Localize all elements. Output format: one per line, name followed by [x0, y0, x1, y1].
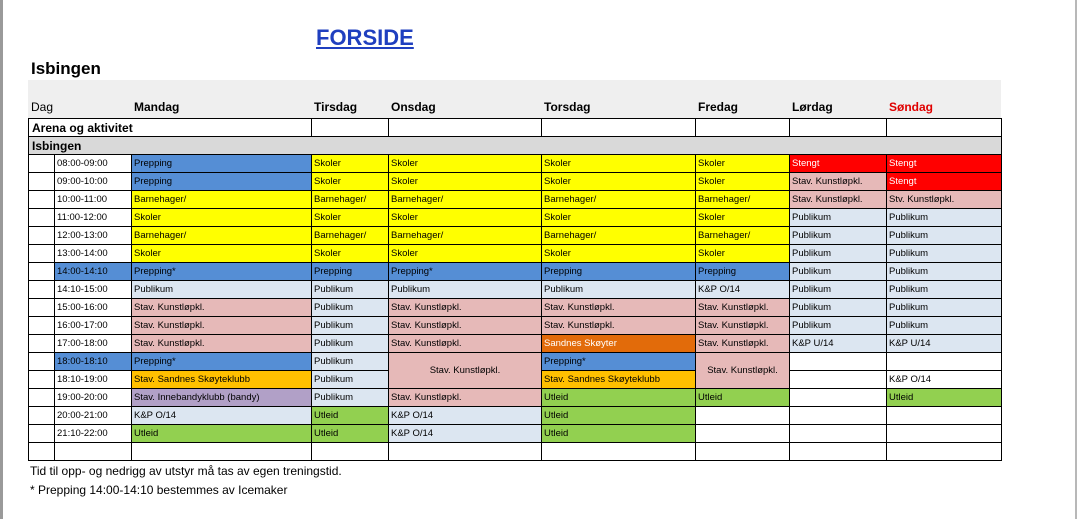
schedule-cell-friday: Stav. Kunstløpkl.	[696, 299, 790, 317]
schedule-cell-wednesday: Barnehager/	[389, 191, 542, 209]
schedule-cell-sunday: Publikum	[887, 299, 1002, 317]
schedule-cell-thursday: Utleid	[542, 407, 696, 425]
row-margin-cell	[29, 155, 55, 173]
schedule-cell-sunday: Publikum	[887, 281, 1002, 299]
schedule-cell-wednesday: Stav. Kunstløpkl.	[389, 335, 542, 353]
row-margin-cell	[29, 443, 55, 461]
row-margin-cell	[29, 173, 55, 191]
schedule-cell-sunday: Publikum	[887, 317, 1002, 335]
schedule-cell-friday: Barnehager/	[696, 227, 790, 245]
schedule-cell-friday: Stav. Kunstløpkl.	[696, 317, 790, 335]
note-prepping: * Prepping 14:00-14:10 bestemmes av Icemaker	[30, 483, 288, 497]
section-label: Isbingen	[29, 137, 1002, 155]
time-slot: 15:00-16:00	[55, 299, 132, 317]
schedule-cell-wednesday: Publikum	[389, 281, 542, 299]
schedule-cell-wednesday: Stav. Kunstløpkl.	[389, 317, 542, 335]
arena-empty-cell	[542, 119, 696, 137]
table-row	[29, 263, 1002, 281]
schedule-cell-thursday: Skoler	[542, 155, 696, 173]
schedule-cell-saturday	[790, 425, 887, 443]
day-header-sunday: Søndag	[889, 100, 933, 114]
schedule-cell-tuesday: Barnehager/	[312, 191, 389, 209]
row-margin-cell	[29, 335, 55, 353]
section-row	[29, 137, 1002, 155]
schedule-cell-friday: Skoler	[696, 209, 790, 227]
window-left-border	[0, 0, 3, 519]
schedule-cell-thursday: Utleid	[542, 389, 696, 407]
schedule-cell-saturday: Publikum	[790, 317, 887, 335]
time-slot: 09:00-10:00	[55, 173, 132, 191]
note-rigging: Tid til opp- og nedrigg av utstyr må tas av egen treningstid.	[30, 464, 342, 478]
schedule-cell-friday: Skoler	[696, 245, 790, 263]
table-row	[29, 281, 1002, 299]
schedule-cell-friday: Utleid	[696, 389, 790, 407]
facility-title: Isbingen	[31, 59, 101, 78]
schedule-cell-saturday: Publikum	[790, 299, 887, 317]
schedule-cell-thursday	[542, 443, 696, 461]
time-slot: 11:00-12:00	[55, 209, 132, 227]
schedule-cell-thursday: Prepping	[542, 263, 696, 281]
schedule-cell-tuesday: Utleid	[312, 407, 389, 425]
schedule-cell-sunday	[887, 443, 1002, 461]
arena-empty-cell	[790, 119, 887, 137]
schedule-cell-monday: K&P O/14	[132, 407, 312, 425]
arena-empty-cell	[389, 119, 542, 137]
schedule-cell-wednesday: K&P O/14	[389, 425, 542, 443]
schedule-cell-monday: Prepping*	[132, 263, 312, 281]
schedule-cell-tuesday: Publikum	[312, 317, 389, 335]
schedule-cell-wednesday: Barnehager/	[389, 227, 542, 245]
schedule-cell-tuesday: Utleid	[312, 425, 389, 443]
schedule-cell-tuesday: Publikum	[312, 281, 389, 299]
schedule-cell-wednesday: Skoler	[389, 245, 542, 263]
schedule-cell-saturday: K&P U/14	[790, 335, 887, 353]
schedule-cell-thursday: Prepping*	[542, 353, 696, 371]
row-margin-cell	[29, 245, 55, 263]
table-row	[29, 173, 1002, 191]
schedule-cell-tuesday: Skoler	[312, 209, 389, 227]
schedule-table	[28, 118, 1002, 461]
schedule-cell-monday: Skoler	[132, 209, 312, 227]
schedule-cell-wednesday: Stav. Kunstløpkl.	[389, 389, 542, 407]
schedule-cell-sunday	[887, 353, 1002, 371]
time-slot: 17:00-18:00	[55, 335, 132, 353]
time-slot: 13:00-14:00	[55, 245, 132, 263]
arena-label: Arena og aktivitet	[29, 119, 312, 137]
table-row	[29, 209, 1002, 227]
schedule-cell-monday: Stav. Kunstløpkl.	[132, 299, 312, 317]
schedule-cell-sunday	[887, 425, 1002, 443]
schedule-cell-monday: Stav. Kunstløpkl.	[132, 335, 312, 353]
schedule-cell-wednesday: Skoler	[389, 155, 542, 173]
table-row	[29, 299, 1002, 317]
time-slot: 18:10-19:00	[55, 371, 132, 389]
schedule-cell-monday: Prepping*	[132, 353, 312, 371]
time-slot: 08:00-09:00	[55, 155, 132, 173]
schedule-cell-tuesday: Publikum	[312, 335, 389, 353]
schedule-cell-sunday: K&P O/14	[887, 371, 1002, 389]
schedule-cell-wednesday: Stav. Kunstløpkl.	[389, 299, 542, 317]
row-margin-cell	[29, 281, 55, 299]
schedule-cell-saturday: Publikum	[790, 209, 887, 227]
schedule-cell-saturday	[790, 407, 887, 425]
day-label: Dag	[31, 100, 54, 114]
arena-empty-cell	[887, 119, 1002, 137]
table-row	[29, 443, 1002, 461]
schedule-cell-thursday: Sandnes Skøyter	[542, 335, 696, 353]
schedule-cell-wednesday: Prepping*	[389, 263, 542, 281]
schedule-cell-wednesday: Skoler	[389, 209, 542, 227]
schedule-cell-sunday: Stengt	[887, 155, 1002, 173]
time-slot: 10:00-11:00	[55, 191, 132, 209]
schedule-cell-thursday: Stav. Sandnes Skøyteklubb	[542, 371, 696, 389]
row-margin-cell	[29, 191, 55, 209]
row-margin-cell	[29, 209, 55, 227]
schedule-cell-saturday	[790, 443, 887, 461]
schedule-cell-friday	[696, 443, 790, 461]
row-margin-cell	[29, 317, 55, 335]
schedule-cell-monday	[132, 443, 312, 461]
schedule-cell-wednesday: K&P O/14	[389, 407, 542, 425]
day-header-thursday: Torsdag	[544, 100, 591, 114]
schedule-cell-saturday: Stav. Kunstløpkl.	[790, 173, 887, 191]
schedule-cell-sunday: Utleid	[887, 389, 1002, 407]
schedule-cell-friday	[696, 407, 790, 425]
schedule-cell-tuesday: Publikum	[312, 299, 389, 317]
day-header-saturday: Lørdag	[792, 100, 833, 114]
row-margin-cell	[29, 371, 55, 389]
schedule-cell-thursday: Stav. Kunstløpkl.	[542, 317, 696, 335]
forside-link[interactable]: FORSIDE	[316, 25, 414, 50]
schedule-cell-saturday: Publikum	[790, 245, 887, 263]
schedule-cell-friday: Prepping	[696, 263, 790, 281]
schedule-cell-thursday: Skoler	[542, 173, 696, 191]
schedule-cell-monday: Stav. Innebandyklubb (bandy)	[132, 389, 312, 407]
schedule-cell-friday: Stav. Kunstløpkl.	[696, 335, 790, 353]
schedule-cell-saturday	[790, 353, 887, 371]
schedule-cell-thursday: Skoler	[542, 245, 696, 263]
schedule-cell-thursday: Barnehager/	[542, 191, 696, 209]
schedule-cell-monday: Stav. Kunstløpkl.	[132, 317, 312, 335]
row-margin-cell	[29, 425, 55, 443]
schedule-cell-friday: K&P O/14	[696, 281, 790, 299]
schedule-cell-sunday: Stv. Kunstløpkl.	[887, 191, 1002, 209]
window-right-border	[1075, 0, 1077, 519]
row-margin-cell	[29, 227, 55, 245]
schedule-cell-saturday: Publikum	[790, 263, 887, 281]
table-row	[29, 425, 1002, 443]
schedule-cell-tuesday: Publikum	[312, 353, 389, 371]
row-margin-cell	[29, 263, 55, 281]
schedule-cell-wednesday	[389, 443, 542, 461]
schedule-cell-sunday: K&P U/14	[887, 335, 1002, 353]
table-row	[29, 407, 1002, 425]
schedule-cell-wednesday: Skoler	[389, 173, 542, 191]
schedule-cell-monday: Prepping	[132, 155, 312, 173]
time-slot: 19:00-20:00	[55, 389, 132, 407]
day-header-friday: Fredag	[698, 100, 739, 114]
schedule-cell-tuesday: Skoler	[312, 155, 389, 173]
table-row	[29, 335, 1002, 353]
time-slot	[55, 443, 132, 461]
time-slot: 20:00-21:00	[55, 407, 132, 425]
schedule-cell-monday: Stav. Sandnes Skøyteklubb	[132, 371, 312, 389]
schedule-cell-thursday: Skoler	[542, 209, 696, 227]
schedule-cell-tuesday: Publikum	[312, 371, 389, 389]
schedule-cell-tuesday: Publikum	[312, 389, 389, 407]
day-header-tuesday: Tirsdag	[314, 100, 358, 114]
table-row	[29, 155, 1002, 173]
schedule-cell-friday: Stav. Kunstløpkl.	[696, 353, 790, 389]
schedule-cell-thursday: Barnehager/	[542, 227, 696, 245]
schedule-cell-saturday	[790, 371, 887, 389]
schedule-cell-saturday	[790, 389, 887, 407]
schedule-cell-monday: Barnehager/	[132, 227, 312, 245]
schedule-cell-friday: Skoler	[696, 173, 790, 191]
schedule-cell-friday: Barnehager/	[696, 191, 790, 209]
schedule-cell-sunday: Publikum	[887, 209, 1002, 227]
time-slot: 14:00-14:10	[55, 263, 132, 281]
schedule-cell-friday	[696, 425, 790, 443]
table-row	[29, 353, 1002, 371]
time-slot: 21:10-22:00	[55, 425, 132, 443]
table-row	[29, 227, 1002, 245]
schedule-cell-monday: Barnehager/	[132, 191, 312, 209]
schedule-cell-thursday: Stav. Kunstløpkl.	[542, 299, 696, 317]
schedule-cell-tuesday: Barnehager/	[312, 227, 389, 245]
schedule-cell-monday: Prepping	[132, 173, 312, 191]
row-margin-cell	[29, 407, 55, 425]
schedule-cell-sunday: Stengt	[887, 173, 1002, 191]
arena-empty-cell	[312, 119, 389, 137]
table-row	[29, 245, 1002, 263]
schedule-cell-thursday: Publikum	[542, 281, 696, 299]
row-margin-cell	[29, 389, 55, 407]
schedule-cell-sunday: Publikum	[887, 263, 1002, 281]
schedule-cell-sunday	[887, 407, 1002, 425]
day-header-monday: Mandag	[134, 100, 180, 114]
time-slot: 16:00-17:00	[55, 317, 132, 335]
row-margin-cell	[29, 299, 55, 317]
arena-empty-cell	[696, 119, 790, 137]
schedule-cell-monday: Publikum	[132, 281, 312, 299]
schedule-cell-thursday: Utleid	[542, 425, 696, 443]
time-slot: 12:00-13:00	[55, 227, 132, 245]
table-row	[29, 191, 1002, 209]
schedule-cell-tuesday: Prepping	[312, 263, 389, 281]
schedule-cell-saturday: Stengt	[790, 155, 887, 173]
schedule-cell-monday: Utleid	[132, 425, 312, 443]
schedule-cell-monday: Skoler	[132, 245, 312, 263]
day-header-wednesday: Onsdag	[391, 100, 436, 114]
schedule-cell-saturday: Publikum	[790, 227, 887, 245]
time-slot: 14:10-15:00	[55, 281, 132, 299]
time-slot: 18:00-18:10	[55, 353, 132, 371]
schedule-cell-sunday: Publikum	[887, 245, 1002, 263]
schedule-cell-saturday: Stav. Kunstløpkl.	[790, 191, 887, 209]
schedule-cell-sunday: Publikum	[887, 227, 1002, 245]
schedule-cell-tuesday	[312, 443, 389, 461]
schedule-cell-wednesday: Stav. Kunstløpkl.	[389, 353, 542, 389]
schedule-cell-friday: Skoler	[696, 155, 790, 173]
row-margin-cell	[29, 353, 55, 371]
schedule-cell-tuesday: Skoler	[312, 245, 389, 263]
schedule-cell-tuesday: Skoler	[312, 173, 389, 191]
table-row	[29, 389, 1002, 407]
arena-row	[29, 119, 1002, 137]
table-row	[29, 317, 1002, 335]
schedule-cell-saturday: Publikum	[790, 281, 887, 299]
